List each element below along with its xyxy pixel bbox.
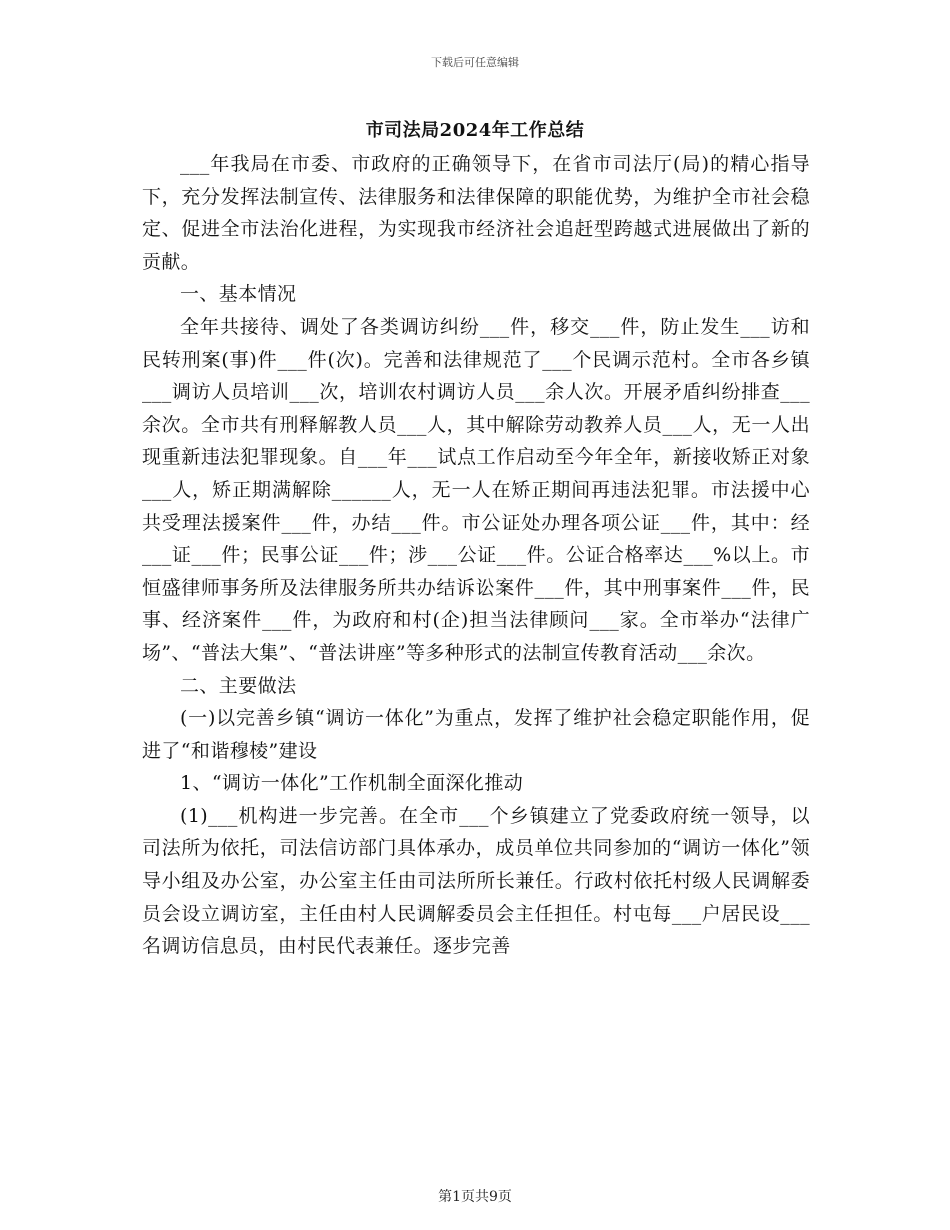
document-body — [142, 148, 810, 963]
item-heading-1: 1、“调访一体化”工作机制全面深化推动 — [180, 772, 524, 795]
header-note: 下载后可任意编辑 — [431, 56, 519, 69]
section-heading-basic: 一、基本情况 — [180, 283, 297, 306]
document-title: 市司法局2024年工作总结 — [365, 120, 585, 141]
paragraph-item-1-1: (1)___机构进一步完善。在全市___个乡镇建立了党委政府统一领导，以司法所为依托，司法信访部门具体承办，成员单位共同参加的“调访一体化”领导小组及办公室，办公室主任由司法所所长兼任。行政村依托村级人民调解委员会设立调访室，主任由村人民调解委员会主任担任。村屯每___户居民设___名调访信息员，由村民代表兼任。逐步完善 — [142, 804, 810, 958]
section-heading-practices: 二、主要做法 — [180, 674, 297, 697]
subsection-heading-1: (一)以完善乡镇“调访一体化”为重点，发挥了维护社会稳定职能作用，促进了“和谐穆棱”建设 — [142, 707, 810, 762]
paragraph-basic-situation: 全年共接待、调处了各类调访纠纷___件，移交___件，防止发生___访和民转刑案(事)件___件(次)。完善和法律规范了___个民调示范村。全市各乡镇___调访人员培训___次，培训农村调访人员___余人次。开展矛盾纠纷排查___余次。全市共有刑释解教人员___人，其中解除劳动教养人员___人，无一人出现重新违法犯罪现象。自___年___试点工作启动至今年全年，新接收矫正对象___人，矫正期满解除______人，无一人在矫正期间再违法犯罪。市法援中心共受理法援案件___件，办结___件。市公证处办理各项公证___件，其中：经___证___件；民事公证___件；涉___公证___件。公证合格率达___%以上。市恒盛律师事务所及法律服务所共办结诉讼案件___件，其中刑事案件___件，民事、经济案件___件，为政府和村(企)担当法律顾问___家。全市举办“法律广场”、“普法大集”、“普法讲座”等多种形式的法制宣传教育活动___余次。 — [142, 315, 810, 664]
paragraph-intro: ___年我局在市委、市政府的正确领导下，在省市司法厅(局)的精心指导下，充分发挥法制宣传、法律服务和法律保障的职能优势，为维护全市社会稳定、促进全市法治化进程，为实现我市经济社会追赶型跨越式进展做出了新的贡献。 — [142, 153, 810, 273]
page-footer: 第1页共9页 — [438, 1189, 512, 1205]
